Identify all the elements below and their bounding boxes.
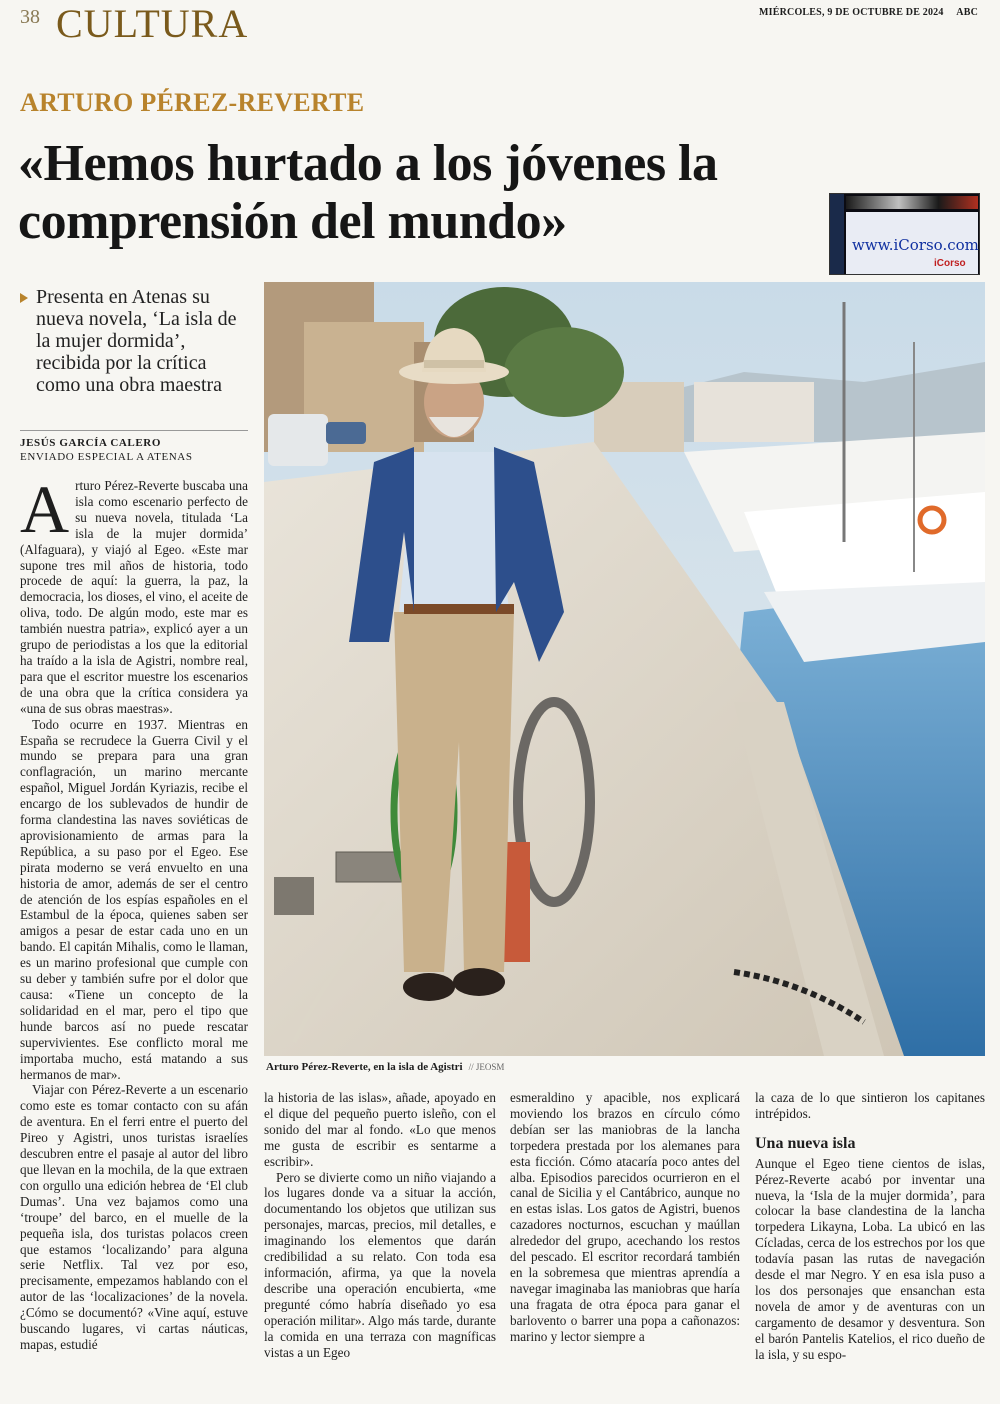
icorso-promo-banner[interactable] xyxy=(829,193,980,275)
paragraph: Pero se divierte como un niño viajando a los lugares donde va a situar la acción, documentando los objetos que utilizan sus personajes, marcas, precios, mil detalles, e imaginando los elementos que darán credibilidad a su relato. Con toda esa información, afirma, ya que la novela describe una operación encubierta, «me pregunté cómo habría diseñado yo esa operación militar». Algo más tarde, durante la comida en una terraza con magníficas vistas a un Egeo xyxy=(264,1169,496,1360)
drop-cap: A xyxy=(20,471,70,547)
paragraph: Aunque el Egeo tiene cientos de islas, Pérez-Reverte acabó por inventar una nueva, la ‘Isla de la mujer dormida’, para colocar la base clandestina de la lancha torpedera Likayna, Loba. La ubicó en las Cícladas, cerca de los estrechos por los que todavía pasan las rutas de navegación desde el mar Negro. Y en esa isla puso a los dos personajes que ensanchan esta novela de amor y de aventuras con un cargamento de desamor y desventura. Son el barón Pantelis Katelios, el rico dueño de la isla, y su espo- xyxy=(755,1155,985,1362)
paragraph xyxy=(20,471,248,717)
divider xyxy=(20,430,248,431)
newspaper-name: ABC xyxy=(956,7,978,18)
article-kicker: ARTURO PÉREZ-REVERTE xyxy=(20,88,365,117)
photo-caption xyxy=(266,1061,504,1073)
article-column-4 xyxy=(755,1090,985,1363)
caption-text: Arturo Pérez-Reverte, en la isla de Agistri xyxy=(266,1061,463,1073)
harbor-portrait-image xyxy=(264,282,985,1056)
article-column-2 xyxy=(264,1090,496,1360)
bullet-triangle-icon xyxy=(20,293,28,303)
promo-header-strip xyxy=(846,196,978,209)
promo-url[interactable]: www.iCorso.com xyxy=(852,236,979,254)
issue-date: MIÉRCOLES, 9 DE OCTUBRE DE 2024 xyxy=(759,7,944,18)
photo-credit: // JEOSM xyxy=(468,1062,505,1072)
paragraph: Viajar con Pérez-Reverte a un escenario como este es tomar contacto con su afán de aventura. En el ferri entre el puerto del Pireo y Agistri, unos turistas israelíes descubren entre el pasaje al autor del libro que llevan en la mochila, de la que extraen con orgullo una edición hebrea de ‘El club Dumas’. Una vez bajamos como una ‘troupe’ del barco, en el muelle de la pequeña isla, dos turistas polacos creen que estamos ‘localizando’ para alguna serie Netflix. Tal vez por eso, precisamente, empezamos hablando con el autor de las ‘localizaciones’ de la novela. ¿Cómo se documentó? «Vine aquí, estuve buscando lugares, vi cartas náuticas, mapas, estudié xyxy=(20,1082,248,1352)
article-photo xyxy=(264,282,985,1056)
promo-brand: iCorso xyxy=(934,258,966,269)
paragraph: la historia de las islas», añade, apoyado en el dique del pequeño puerto isleño, con el sonido del mar al fondo. «Lo que menos me gusta de escribir es sentarme a escribir». xyxy=(264,1090,496,1169)
paragraph: la caza de lo que sintieron los capitanes intrépidos. xyxy=(755,1090,985,1121)
article-column-3 xyxy=(510,1090,740,1345)
subhead-text: Presenta en Atenas su nueva novela, ‘La isla de la mujer dormida’, recibida por la crítica como una obra maestra xyxy=(36,286,237,396)
paragraph-text: rturo Pérez-Reverte buscaba una isla como escenario perfecto de su nueva novela, titulada ‘La isla de la mujer dormida’ (Alfaguara), y viajó al Egeo. «Este mar supone tres mil años de historia, todo procede de aquí: la guerra, la paz, la democracia, los dioses, el vino, el aceite de oliva, todo. De algún modo, este mar es también nuestra patria», explicó ayer a un grupo de periodistas a los que la editorial ha traído a la isla de Agistri, nombre real, para que el escritor muestre los escenarios de una obra que la crítica considera ya «una de sus obras maestras». xyxy=(20,478,248,716)
author-role: ENVIADO ESPECIAL A ATENAS xyxy=(20,451,193,463)
page-number: 38 xyxy=(20,6,40,28)
article-column-1 xyxy=(20,471,248,1353)
paragraph: esmeraldino y apacible, nos explicará moviendo los brazos en círculo cómo debían ser las maniobras de la lancha torpedera prestada por los alemanes para esta ficción. Cómo atacaría poco antes del alba. Episodios parecidos ocurrieron en el canal de Sicilia y el Cantábrico, aunque no en estas islas. Los gatos de Agistri, buenos cazadores nocturnos, escuchan y maúllan alrededor del grupo, acechando los restos del pescado. El escritor recordará también en la sobremesa que mientras aprendía a navegar imaginaba las maniobras que haría una fragata de otra época para ganar el barlovento o barrer una popa a cañonazos: marino y lector siempre a xyxy=(510,1090,740,1344)
dateline xyxy=(749,7,978,18)
author-name: JESÚS GARCÍA CALERO xyxy=(20,437,161,449)
article-headline: «Hemos hurtado a los jóvenes la comprensión del mundo» xyxy=(18,135,718,250)
subsection-heading: Una nueva isla xyxy=(755,1134,856,1152)
promo-sidebar xyxy=(830,194,844,275)
section-title: CULTURA xyxy=(56,1,249,46)
article-subhead xyxy=(20,286,248,396)
paragraph: Todo ocurre en 1937. Mientras en España se recrudece la Guerra Civil y el mundo se prepara para una gran conflagración, un marino mercante español, Miguel Jordán Kyriazis, recibe el encargo de los sublevados de hundir de forma clandestina las naves soviéticas de aprovisionamiento de armas para la República, a su paso por el Egeo. Ese pirata moderno se verá envuelto en una historia de amor, además de ser el centro de atención de los espías españoles en el Estambul de la época, quienes saben ser amigos a pesar de estar cada uno en un bando. El capitán Mihalis, como le llaman, es un marino profesional que cumple con su deber y también sufre por el dolor que causa: «Tiene un concepto de la solidaridad en el mar, pero el tipo que hunde barcos así no puede rescatar supervivientes. Ese conflicto moral me importaba mucho, está matando a sus hermanos de mar». xyxy=(20,716,248,1082)
